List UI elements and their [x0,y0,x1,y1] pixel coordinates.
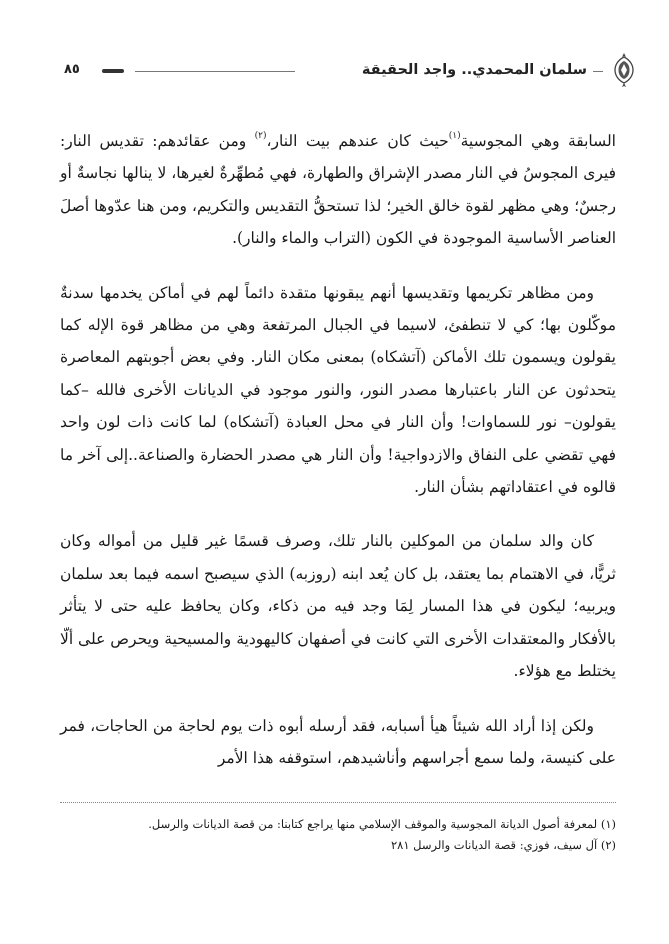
footnote-text: آل سيف، فوزي: قصة الديانات والرسل ٢٨١ [391,838,598,852]
page-number: ٨٥ [64,62,80,77]
body-text [60,125,616,796]
paragraph [60,125,616,255]
footnote-ref[interactable]: (١) [448,130,461,141]
paragraph-text: السابقة وهي المجوسية [460,132,616,150]
header-dash [102,69,124,73]
footnote-text: لمعرفة أصول الديانة المجوسية والموقف الإسلامي منها يراجع كتابنا: من قصة الديانات والرسل. [148,817,598,831]
paragraph: كان والد سلمان من الموكلين بالنار تلك، وصرف قسمًا غير قليل من أمواله وكان ثريًّا، في الاهتمام بما يعتقد، بل كان يُعد ابنه (روزبه) الذي سيصبح اسمه فيما بعد سلمان ويربيه؛ ليكون في هذا المسار لِمَا وجد فيه من ذكاء، وكان يحافظ عليه حتى لا يتأثر بالأفكار والمعتقدات الأخرى التي كانت في أصفهان كاليهودية والمسيحية ويحرص على ألّا يختلط مع هؤلاء. [59,532,616,681]
footnote-number: (٢) [600,838,616,852]
page-header [40,52,635,92]
header-rule-right [593,71,603,72]
paragraph: ومن مظاهر تكريمها وتقديسها أنهم يبقونها متقدة دائماً لهم في أماكن يخدمها سدنةٌ موكّلون بها؛ كي لا تنطفئ، لاسيما في الجبال المرتفعة وهي من مظاهر قوة الإله كما يقولون ويسمون تلك الأماكن (آتشكاه) بمعنى مكان النار. وفي بعض أجوبتهم المعاصرة يتحدثون عن النار باعتبارها مصدر النور، والنور موجود في الديانات الأخرى فالله –كما يقولون– نور للسماوات! وأن النار في محل العبادة (آتشكاه) لما كانت ذات لون واحد فهي تقضي على النفاق والازدواجية! وأن النار هي مصدر الحضارة والصناعة..إلى آخر ما قالوه في اعتقاداتهم بشأن النار. [60,283,616,497]
footnote-ref[interactable]: (٢) [254,130,267,141]
footnote [60,835,616,856]
running-title: سلمان المحمدي.. واجد الحقيقة [361,62,587,78]
paragraph: ولكن إذا أراد الله شيئاً هيأ أسبابه، فقد أرسله أبوه ذات يوم لحاجة من الحاجات، فمر على كنيسة، ولما سمع أجراسهم وأناشيدهم، استوقفه هذا الأمر [60,716,616,767]
footnote [60,814,616,835]
paragraph-text: حيث كان عندهم بيت النار، [266,132,449,150]
header-rule-left [135,71,295,72]
footnotes [60,814,616,856]
ornament-icon [613,52,635,88]
paragraph-text: ومن عقائدهم: تقديس النار: فيرى المجوسُ في النار مصدر الإشراق والطهارة، فهي مُطهِّرةٌ لغيرها، لا ينالها نجاسةٌ أو رجسٌ؛ وهي مظهر لقوة خالق الخير؛ لذا تستحقُّ التقديس والتكريم، ومن هنا عدّوها أصلَ العناصر الأساسية الموجودة في الكون (التراب والماء والنار). [60,132,616,248]
footnote-separator [60,802,616,803]
footnote-number: (١) [600,817,616,831]
